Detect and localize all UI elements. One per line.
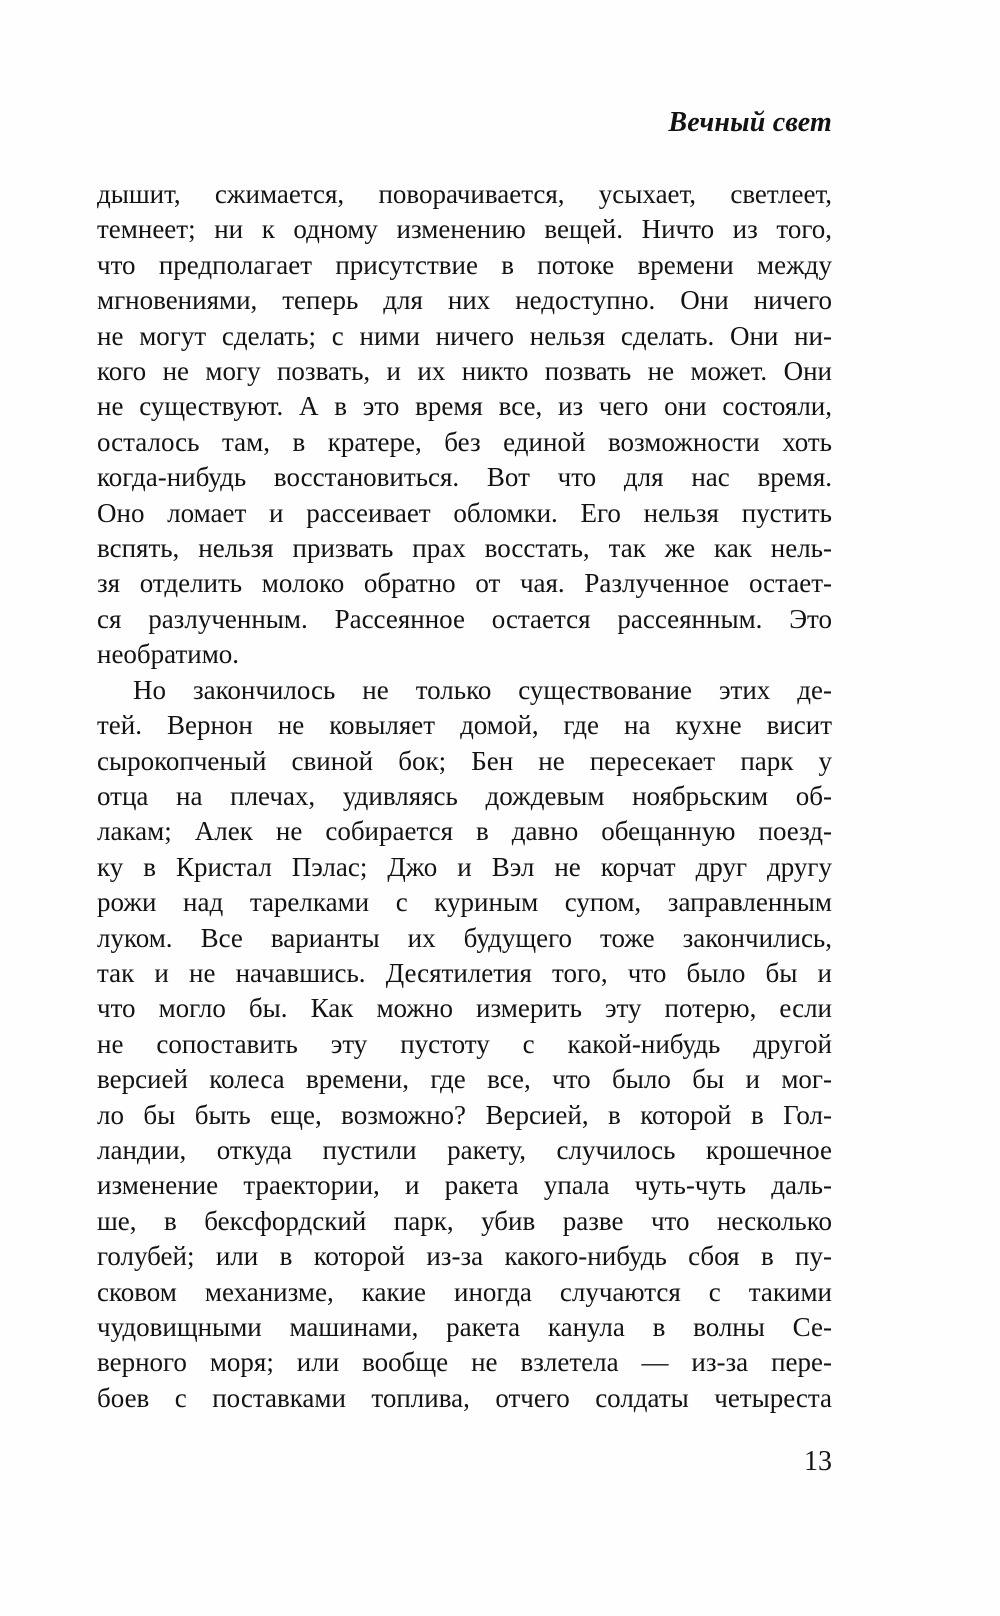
- text-line: ся разлученным. Рассеянное остается рассеянным. Это: [97, 603, 832, 634]
- text-line: лакам; Алек не собирается в давно обещанную поезд-: [97, 816, 832, 847]
- text-line: не могут сделать; с ними ничего нельзя сделать. Они ни-: [97, 320, 832, 351]
- text-line: изменение траектории, и ракета упала чуть-чуть даль-: [97, 1170, 832, 1201]
- text-line: когда-нибудь восстановиться. Вот что для нас время.: [97, 462, 832, 493]
- text-line: мгновениями, теперь для них недоступно. Они ничего: [97, 285, 832, 316]
- page-number: 13: [804, 1446, 832, 1477]
- text-line: не существуют. А в это время все, из чего они состояли,: [97, 391, 832, 422]
- text-line: рожи над тарелками с куриным супом, заправленным: [97, 887, 832, 918]
- text-line: ло бы быть еще, возможно? Версией, в которой в Гол-: [97, 1099, 832, 1130]
- body-text-block: [97, 177, 832, 1416]
- text-line: необратимо.: [97, 639, 240, 670]
- text-line: зя отделить молоко обратно от чая. Разлученное остает-: [97, 568, 832, 599]
- text-line: луком. Все варианты их будущего тоже закончились,: [97, 922, 832, 953]
- text-line: голубей; или в которой из-за какого-нибудь сбоя в пу-: [97, 1241, 832, 1272]
- text-line: кого не могу позвать, и их никто позвать не может. Они: [97, 356, 832, 387]
- text-line: сырокопченый свиной бок; Бен не пересекает парк у: [97, 745, 832, 776]
- paragraph: [97, 673, 832, 1417]
- text-line: что предполагает присутствие в потоке времени между: [97, 249, 832, 280]
- text-line: отца на плечах, удивляясь дождевым ноябрьским об-: [97, 780, 832, 811]
- running-head-title: Вечный свет: [668, 107, 832, 138]
- text-line: осталось там, в кратере, без единой возможности хоть: [97, 426, 832, 457]
- text-line: темнеет; ни к одному изменению вещей. Ничто из того,: [97, 214, 832, 245]
- text-line: тей. Вернон не ковыляет домой, где на кухне висит: [97, 710, 832, 741]
- text-line: верного моря; или вообще не взлетела — из-за пере-: [97, 1347, 832, 1378]
- text-line: дышит, сжимается, поворачивается, усыхает, светлеет,: [97, 179, 832, 209]
- text-line: чудовищными машинами, ракета канула в волны Се-: [97, 1312, 832, 1342]
- paragraph: [97, 177, 832, 673]
- text-line: Но закончилось не только существование этих де-: [133, 674, 832, 705]
- text-line: так и не начавшись. Десятилетия того, что было бы и: [97, 957, 832, 988]
- text-line: Оно ломает и рассеивает обломки. Его нельзя пустить: [97, 497, 832, 528]
- text-line: что могло бы. Как можно измерить эту потерю, если: [97, 993, 832, 1024]
- text-line: ку в Кристал Пэлас; Джо и Вэл не корчат друг другу: [97, 851, 832, 882]
- text-line: ландии, откуда пустили ракету, случилось крошечное: [97, 1134, 832, 1165]
- text-line: не сопоставить эту пустоту с какой-нибудь другой: [97, 1028, 832, 1059]
- text-line: версией колеса времени, где все, что было бы и мог-: [97, 1064, 832, 1095]
- text-line: боев с поставками топлива, отчего солдаты четыреста: [97, 1382, 832, 1413]
- text-line: вспять, нельзя призвать прах восстать, так же как нель-: [97, 533, 832, 564]
- text-line: сковом механизме, какие иногда случаются с такими: [97, 1276, 832, 1307]
- text-line: ше, в бексфордский парк, убив разве что несколько: [97, 1205, 832, 1236]
